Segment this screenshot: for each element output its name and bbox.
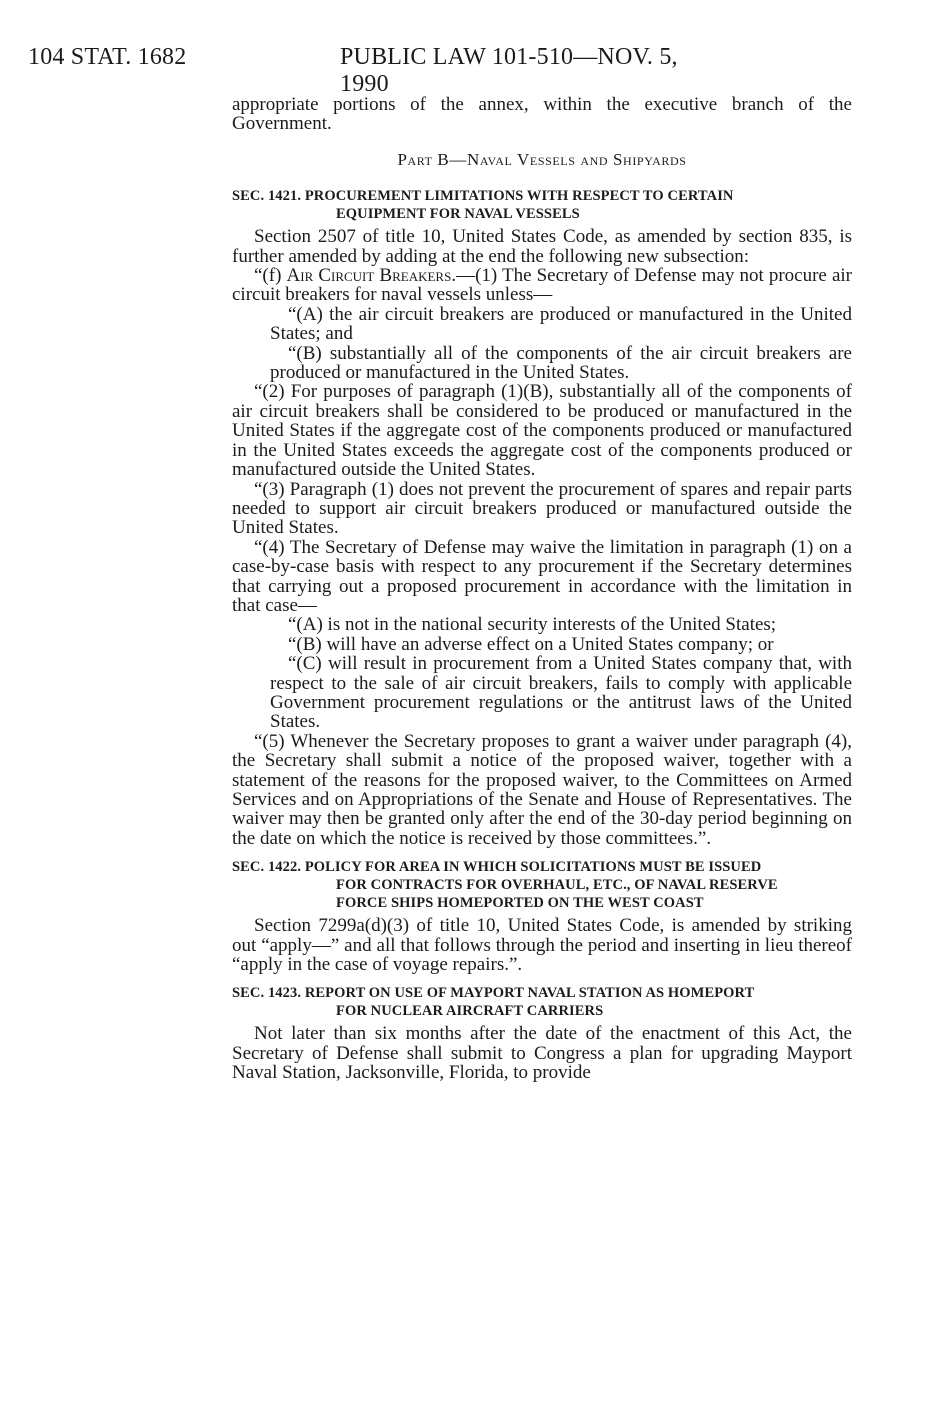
section-number: SEC. 1423. bbox=[232, 985, 302, 1002]
subsection-lead: “(f) bbox=[254, 265, 287, 287]
section-heading-1423 bbox=[232, 984, 852, 1020]
clause: “(B) substantially all of the components of the air circuit breakers are produced or manufactured in the United States. bbox=[270, 342, 852, 384]
paragraph-subsection-f bbox=[232, 266, 852, 305]
clause: “(C) will result in procurement from a United States company that, with respect to the sale of air circuit breakers, fails to comply with applicable Government procurement regulations or the antitrust laws of the United States. bbox=[270, 653, 852, 733]
paragraph: Section 7299a(d)(3) of title 10, United States Code, is amended by striking out “apply—” and all that follows through the period and inserting in lieu thereof “apply in the case of voyage repairs.”. bbox=[232, 915, 852, 976]
clause: “(B) will have an adverse effect on a United States company; or bbox=[288, 633, 774, 655]
clause: “(A) the air circuit breakers are produced or manufactured in the United States; and bbox=[270, 303, 852, 345]
stat-citation: 104 STAT. 1682 bbox=[28, 44, 187, 70]
subsection-heading: Air Circuit Breakers bbox=[286, 265, 452, 287]
part-heading: Part B—Naval Vessels and Shipyards bbox=[397, 149, 687, 169]
section-title-line: FOR NUCLEAR AIRCRAFT CARRIERS bbox=[336, 1003, 604, 1020]
public-law-title: PUBLIC LAW 101-510—NOV. 5, 1990 bbox=[340, 44, 678, 97]
paragraph: Section 2507 of title 10, United States Code, as amended by section 835, is further amended by adding at the end the following new subsection: bbox=[232, 226, 852, 267]
section-title-line: EQUIPMENT FOR NAVAL VESSELS bbox=[336, 206, 580, 223]
section-title-line: POLICY FOR AREA IN WHICH SOLICITATIONS MUST BE ISSUED bbox=[304, 859, 762, 876]
body-text bbox=[232, 95, 852, 1083]
section-title-line: REPORT ON USE OF MAYPORT NAVAL STATION AS HOMEPORT bbox=[304, 985, 755, 1002]
section-heading-1422 bbox=[232, 858, 852, 912]
section-title-line: FOR CONTRACTS FOR OVERHAUL, ETC., OF NAVAL RESERVE bbox=[336, 877, 778, 894]
section-title-line: PROCUREMENT LIMITATIONS WITH RESPECT TO CERTAIN bbox=[304, 188, 734, 205]
section-title-line: FORCE SHIPS HOMEPORTED ON THE WEST COAST bbox=[336, 895, 704, 912]
paragraph-continuation: appropriate portions of the annex, within the executive branch of the Government. bbox=[232, 94, 852, 135]
section-number: SEC. 1422. bbox=[232, 859, 302, 876]
paragraph: “(2) For purposes of paragraph (1)(B), substantially all of the components of air circuit breakers shall be considered to be produced or manufactured in the United States if the aggregate cost of the components produced or manufactured in the United States exceeds the aggregate cost of the components produced or manufactured outside the United States. bbox=[232, 381, 852, 481]
subsection-text: .—(1) The Secretary of Defense may not procure air circuit breakers for naval vessels unless— bbox=[232, 265, 852, 306]
clause: “(A) is not in the national security interests of the United States; bbox=[288, 614, 777, 636]
paragraph: “(5) Whenever the Secretary proposes to grant a waiver under paragraph (4), the Secretary shall submit a notice of the proposed waiver, together with a statement of the reasons for the proposed waiver, to the Committees on Armed Services and on Appropriations of the Senate and House of Representatives. The waiver may then be granted only after the end of the 30-day period beginning on the date on which the notice is received by those committees.”. bbox=[232, 730, 852, 849]
paragraph: “(3) Paragraph (1) does not prevent the procurement of spares and repair parts needed to support air circuit breakers produced or manufactured outside the United States. bbox=[232, 478, 852, 539]
paragraph: “(4) The Secretary of Defense may waive the limitation in paragraph (1) on a case-by-case basis with respect to any procurement if the Secretary determines that carrying out a proposed procurement in accordance with the limitation in that case— bbox=[232, 536, 852, 616]
section-heading-1421 bbox=[232, 187, 852, 223]
running-head bbox=[28, 44, 728, 97]
paragraph: Not later than six months after the date of the enactment of this Act, the Secretary of Defense shall submit to Congress a plan for upgrading Mayport Naval Station, Jacksonville, Florida, to provide bbox=[232, 1023, 852, 1084]
section-number: SEC. 1421. bbox=[232, 188, 302, 205]
